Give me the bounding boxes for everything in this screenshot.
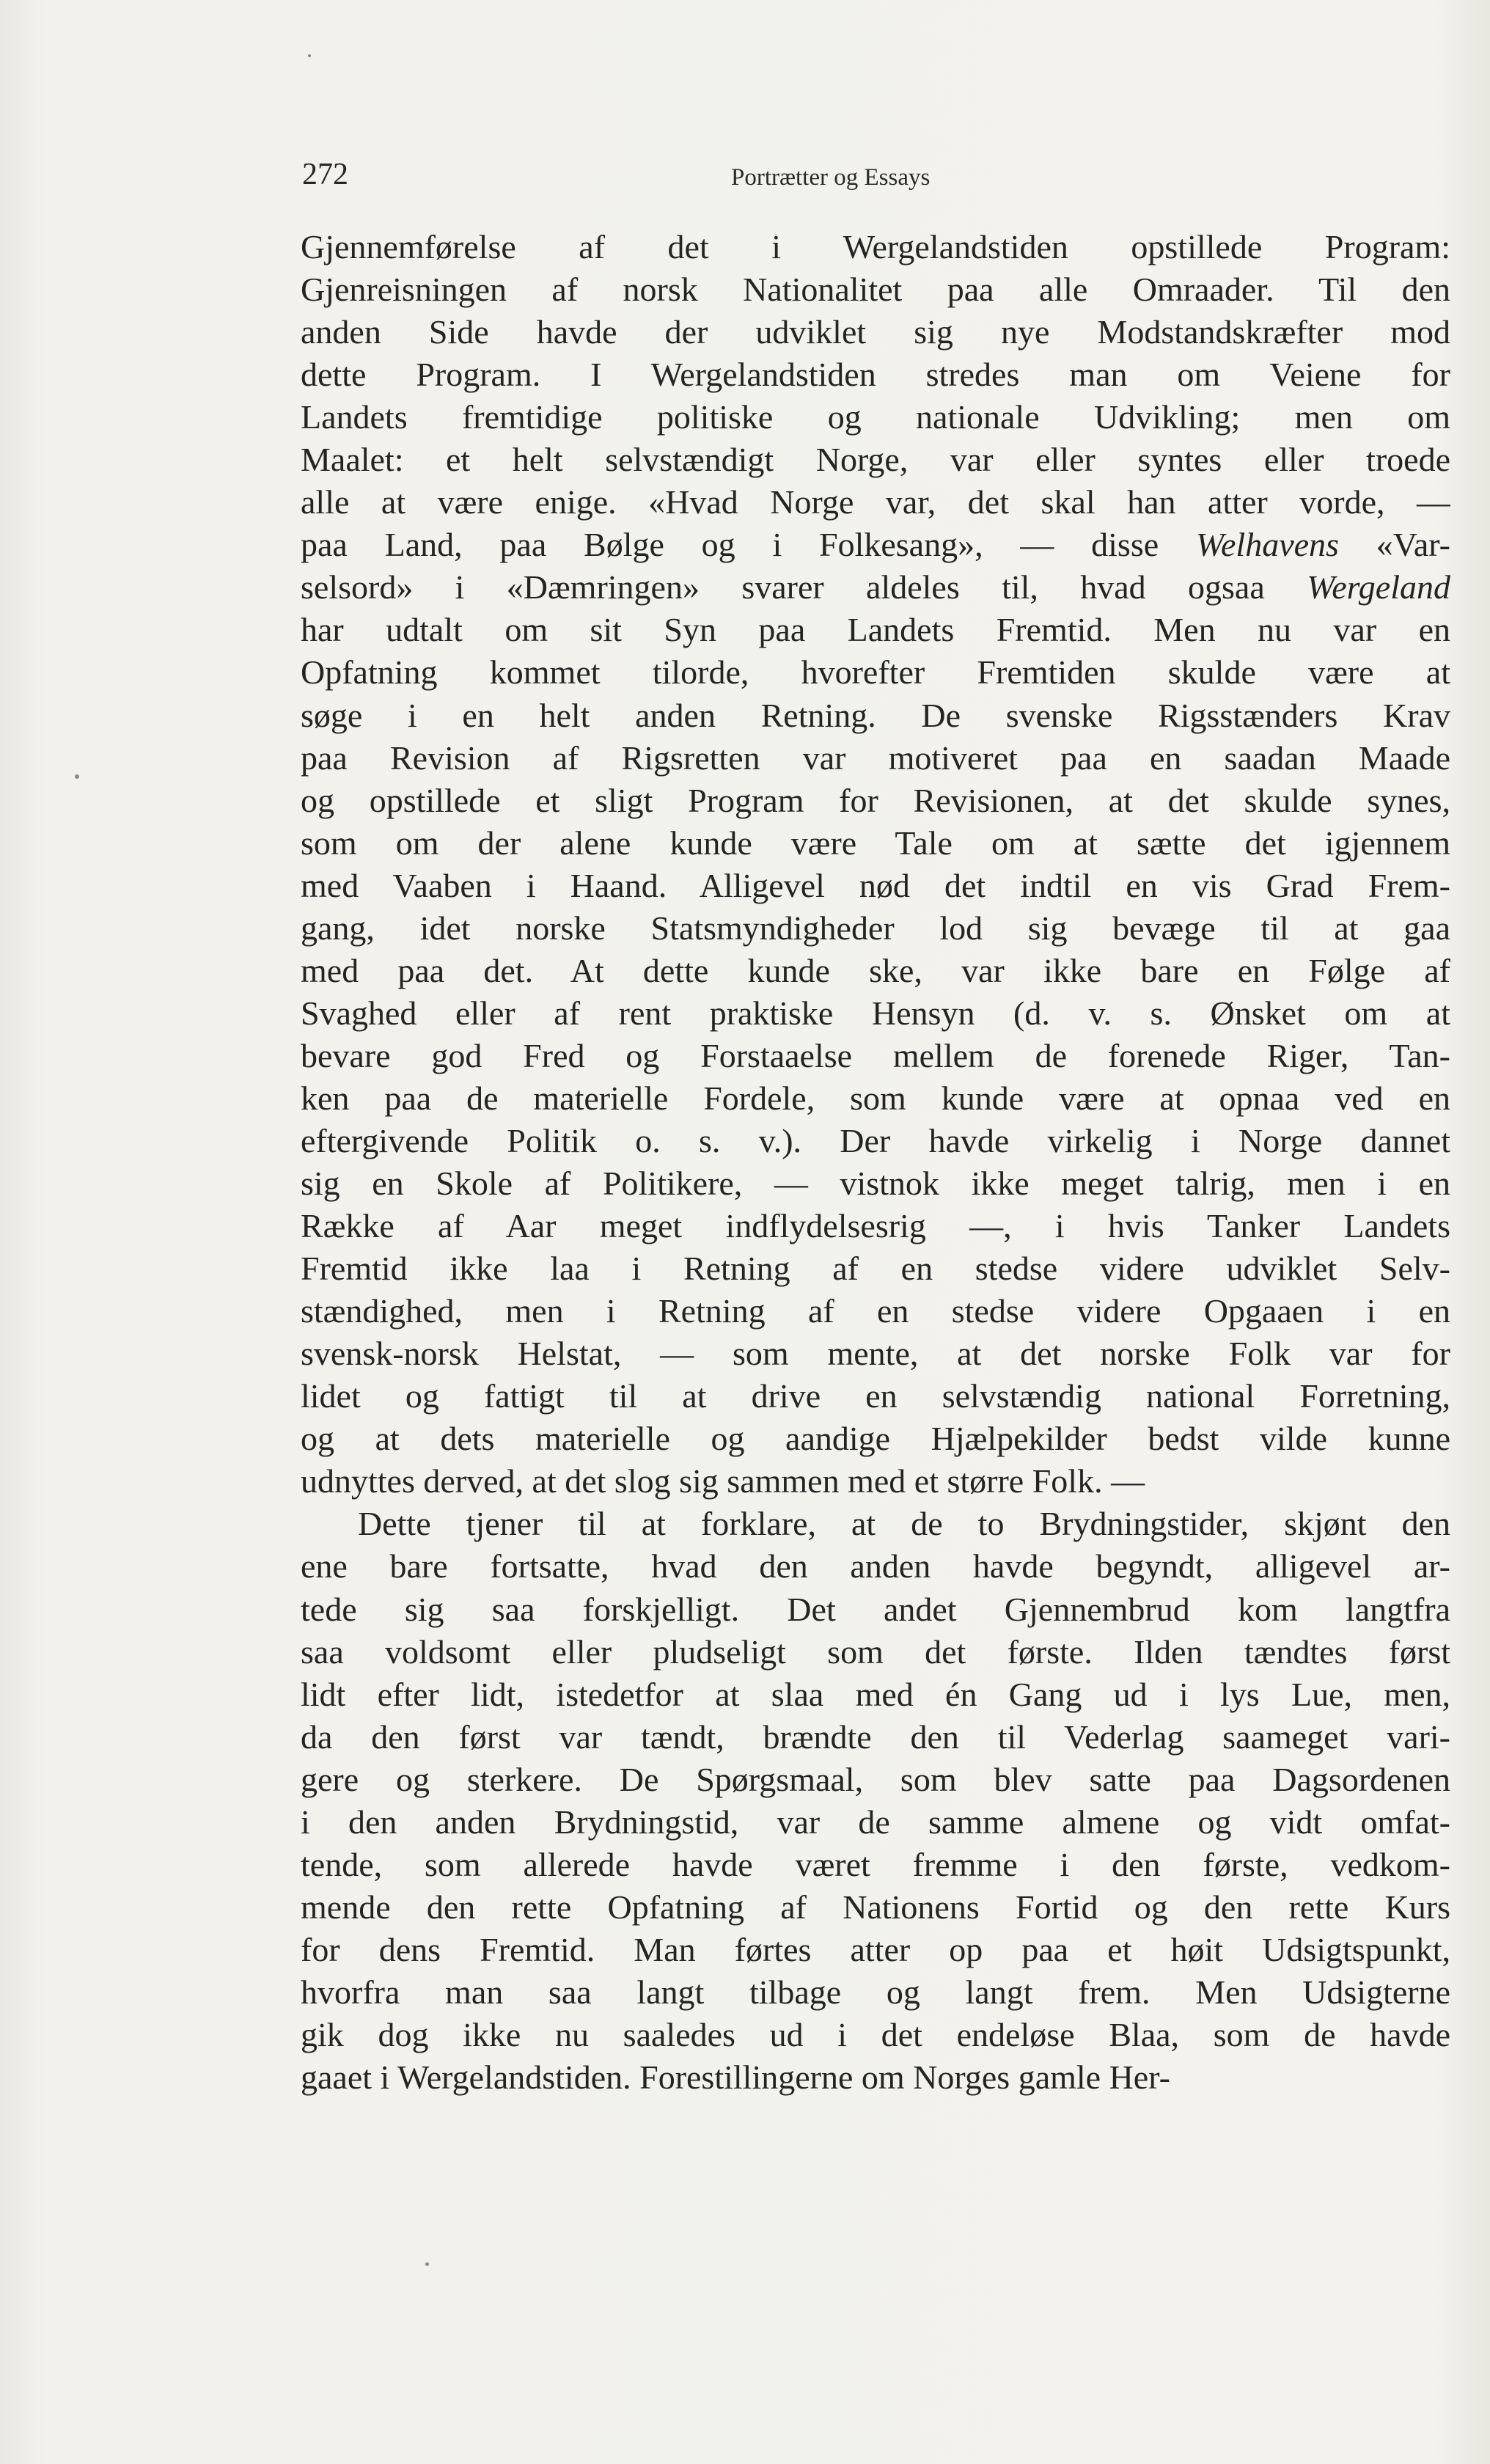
text-line: ken paa de materielle Fordele, som kunde være at opnaa ved en (301, 1079, 1450, 1117)
text-line: og at dets materielle og aandige Hjælpekilder bedst vilde kunne (301, 1420, 1450, 1458)
text-line: lidet og fattigt til at drive en selvstændig national Forretning, (301, 1377, 1450, 1415)
text-line: har udtalt om sit Syn paa Landets Fremtid. Men nu var en (301, 611, 1450, 649)
text-line: Fremtid ikke laa i Retning af en stedse videre udviklet Selv- (301, 1250, 1450, 1288)
text-line: dette Program. I Wergelandstiden stredes man om Veiene for (301, 356, 1450, 394)
text-line: eftergivende Politik o. s. v.). Der havde virkelig i Norge dannet (301, 1121, 1450, 1159)
text-line: alle at være enige. «Hvad Norge var, det skal han atter vorde, — (301, 483, 1450, 521)
text-line: tede sig saa forskjelligt. Det andet Gjennembrud kom langtfra (301, 1590, 1450, 1628)
text-line: gang, idet norske Statsmyndigheder lod sig bevæge til at gaa (301, 909, 1450, 947)
text-line: Landets fremtidige politiske og nationale Udvikling; men om (301, 398, 1450, 436)
text-line: gaaet i Wergelandstiden. Forestillingerne om Norges gamle Her- (301, 2058, 1170, 2097)
body-text (301, 226, 1450, 2099)
italic-name: Wergeland (1307, 568, 1450, 606)
text-line: saa voldsomt eller pludseligt som det første. Ilden tændtes først (301, 1632, 1450, 1671)
scan-speck (308, 54, 311, 57)
text-line: sig en Skole af Politikere, — vistnok ikke meget talrig, men i en (301, 1165, 1450, 1203)
text-line: selsord» i «Dæmringen» svarer aldeles til, hvad ogsaa Wergeland (301, 568, 1450, 606)
text-line: Svaghed eller af rent praktiske Hensyn (d. v. s. Ønsket om at (301, 994, 1450, 1032)
text-line: mende den rette Opfatning af Nationens Fortid og den rette Kurs (301, 1888, 1450, 1926)
text-line: Dette tjener til at forklare, at de to Brydningstider, skjønt den (358, 1505, 1450, 1543)
text-line: søge i en helt anden Retning. De svenske Rigsstænders Krav (301, 696, 1450, 734)
text-line: i den anden Brydningstid, var de samme almene og vidt omfat- (301, 1803, 1450, 1841)
text-line: gik dog ikke nu saaledes ud i det endeløse Blaa, som de havde (301, 2015, 1450, 2053)
italic-name: Welhavens (1195, 526, 1339, 564)
running-head: Portrætter og Essays (731, 164, 931, 191)
text-line: Gjennemførelse af det i Wergelandstiden opstillede Program: (301, 228, 1450, 265)
text-line: anden Side havde der udviklet sig nye Modstandskræfter mod (301, 313, 1450, 351)
text-line: tende, som allerede havde været fremme i den første, vedkom- (301, 1845, 1450, 1883)
text-line: paa Revision af Rigsretten var motiveret paa en saadan Maade (301, 738, 1450, 777)
text-line: for dens Fremtid. Man førtes atter op paa et høit Udsigtspunkt, (301, 1930, 1450, 1968)
text-line: Gjenreisningen af norsk Nationalitet paa alle Omraader. Til den (301, 271, 1450, 309)
text-line: Opfatning kommet tilorde, hvorefter Fremtiden skulde være at (301, 653, 1450, 692)
scan-speck (75, 774, 79, 779)
text-line: Række af Aar meget indflydelsesrig —, i hvis Tanker Landets (301, 1207, 1450, 1245)
text-line: da den først var tændt, brændte den til Vederlag saameget vari- (301, 1717, 1450, 1756)
page-header (302, 153, 1453, 197)
text-line: bevare god Fred og Forstaaelse mellem de forenede Riger, Tan- (301, 1036, 1450, 1074)
text-line: lidt efter lidt, istedetfor at slaa med én Gang ud i lys Lue, men, (301, 1675, 1450, 1713)
text-line: ene bare fortsatte, hvad den anden havde begyndt, alligevel ar- (301, 1547, 1450, 1585)
text-line: og opstillede et sligt Program for Revisionen, at det skulde synes, (301, 781, 1450, 819)
text-line: som om der alene kunde være Tale om at sætte det igjennem (301, 824, 1450, 862)
scan-speck (425, 2262, 429, 2266)
text-line: stændighed, men i Retning af en stedse videre Opgaaen i en (301, 1292, 1450, 1330)
text-line: gere og sterkere. De Spørgsmaal, som blev satte paa Dagsordenen (301, 1760, 1450, 1798)
text-line: hvorfra man saa langt tilbage og langt frem. Men Udsigterne (301, 1973, 1450, 2011)
page-number: 272 (302, 158, 348, 191)
text-line: med Vaaben i Haand. Alligevel nød det indtil en vis Grad Frem- (301, 866, 1450, 904)
text-line: udnyttes derved, at det slog sig sammen med et større Folk. — (301, 1462, 1145, 1500)
text-line: med paa det. At dette kunde ske, var ikke bare en Følge af (301, 951, 1450, 989)
text-line: Maalet: et helt selvstændigt Norge, var eller syntes eller troede (301, 441, 1450, 479)
text-line: paa Land, paa Bølge og i Folkesang», — disse Welhavens «Var- (301, 526, 1450, 564)
text-line: svensk-norsk Helstat, — som mente, at det norske Folk var for (301, 1335, 1450, 1373)
